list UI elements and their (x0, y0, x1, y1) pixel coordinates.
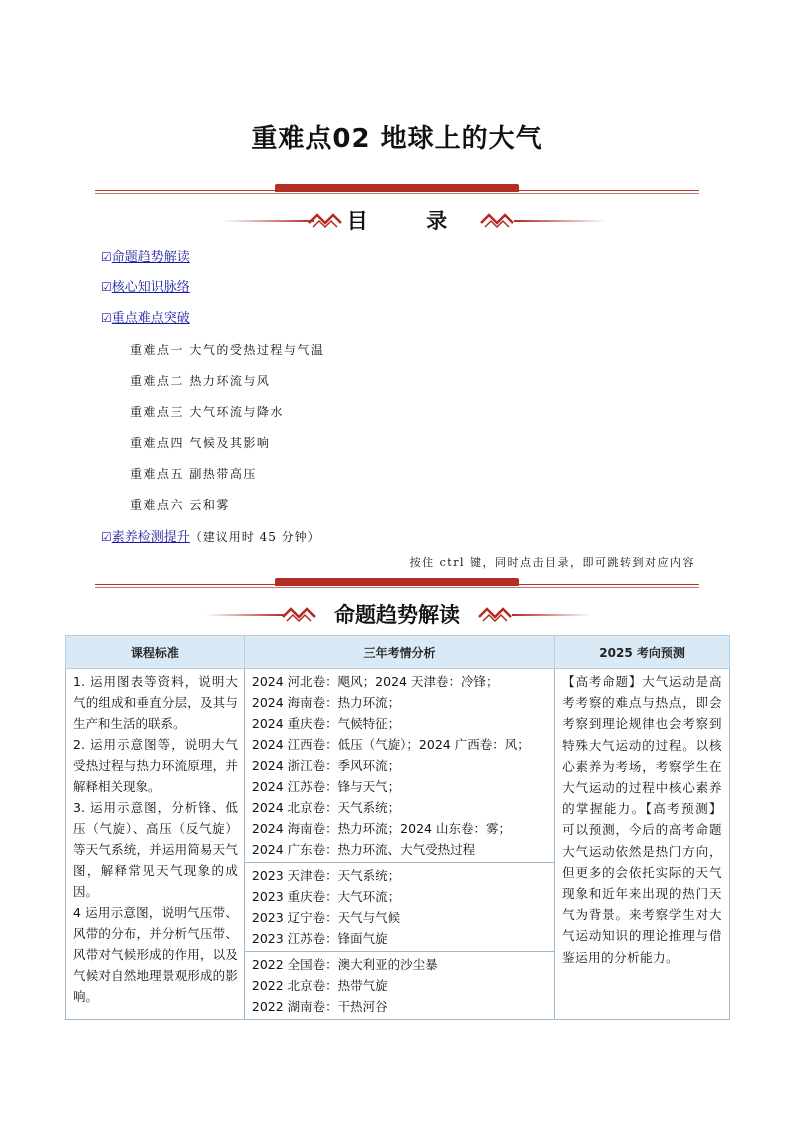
exam-entry: 2023 江苏卷：锋面气旋 (251, 931, 388, 946)
table-row (66, 669, 730, 1020)
toc-link-trend[interactable]: 命题趋势解读 (111, 250, 190, 265)
page-title: 重难点02 地球上的大气 (251, 124, 543, 154)
ornament-icon (480, 210, 514, 232)
toc-item-keypoints[interactable] (101, 308, 190, 328)
toc-subitem[interactable]: 重难点三 大气环流与降水 (130, 405, 284, 419)
analysis-cell (244, 669, 554, 1020)
toc-subitem[interactable]: 重难点六 云和雾 (130, 498, 230, 512)
toc-item-trend[interactable] (101, 247, 190, 267)
exam-year-group (245, 952, 554, 1019)
exam-entry: 2024 江苏卷：锋与天气； (251, 779, 401, 794)
exam-entry: 2023 重庆卷：大气环流； (251, 889, 401, 904)
column-header-prediction: 2025 考向预测 (555, 636, 730, 669)
exam-entry: 2023 辽宁卷：天气与气候 (251, 910, 401, 925)
toc-subitem[interactable]: 重难点四 气候及其影响 (130, 436, 271, 450)
exam-entry: 2024 江西卷：低压（气旋）；2024 广西卷：风； (251, 737, 530, 752)
toc-header (0, 206, 794, 236)
toc-subitem[interactable]: 重难点二 热力环流与风 (130, 374, 271, 388)
title-divider (95, 184, 699, 198)
exam-entry: 2022 湖南卷：干热河谷 (251, 999, 388, 1014)
checkbox-icon: ☑ (101, 280, 112, 294)
toc-subitem[interactable]: 重难点一 大气的受热过程与气温 (130, 343, 325, 357)
table-header-row (66, 636, 730, 669)
toc-heading: 目 录 (346, 209, 448, 233)
checkbox-icon: ☑ (101, 311, 112, 325)
prediction-text: 【高考命题】大气运动是高考考察的难点与热点，即会考察到理论规律也会考察到特殊大气运动的过程。以核心素养为考场，考察学生在大气运动的过程中核心素养的掌握能力。【高考预测】可以预测，今后的高考命题大气运动依然是热门方向，但更多的会依托实际的天气现象和近年来出现的热门天气为背景。来考察学生对大气运动知识的理论推理与借鉴运用的分析能力。 (562, 674, 722, 965)
standard-item: 2. 运用示意图等，说明大气受热过程与热力环流原理，并解释相关现象。 (73, 737, 238, 794)
standards-text (66, 669, 244, 1009)
column-header-standards: 课程标准 (66, 636, 245, 669)
exam-entry: 2024 北京卷：天气系统； (251, 800, 401, 815)
exam-entry: 2022 全国卷：澳大利亚的沙尘暴 (251, 957, 438, 972)
column-header-analysis: 三年考情分析 (244, 636, 554, 669)
standards-cell (66, 669, 245, 1020)
toc-link-knowledge[interactable]: 核心知识脉络 (111, 280, 190, 295)
time-note: （建议用时 45 分钟） (189, 530, 321, 544)
trend-table (65, 635, 730, 1020)
prediction-cell (555, 669, 730, 1020)
standard-item: 3. 运用示意图，分析锋、低压（气旋）、高压（反气旋）等天气系统，并运用简易天气图，解释常见天气现象的成因。 (73, 800, 238, 899)
exam-entry: 2024 河北卷：飓风；2024 天津卷：冷锋； (251, 674, 499, 689)
standard-item: 1. 运用图表等资料，说明大气的组成和垂直分层，及其与生产和生活的联系。 (73, 674, 238, 731)
exam-entry: 2024 海南卷：热力环流；2024 山东卷：雾； (251, 821, 511, 836)
toc-link-keypoints[interactable]: 重点难点突破 (111, 311, 190, 326)
toc-link-assessment[interactable]: 素养检测提升 (111, 530, 190, 545)
exam-entry: 2024 重庆卷：气候特征； (251, 716, 401, 731)
checkbox-icon: ☑ (101, 530, 112, 544)
navigation-hint: 按住 ctrl 键，同时点击目录，即可跳转到对应内容 (409, 556, 695, 569)
checkbox-icon: ☑ (101, 250, 112, 264)
exam-entry: 2024 浙江卷：季风环流； (251, 758, 401, 773)
section-heading: 命题趋势解读 (334, 603, 460, 627)
toc-subitem[interactable]: 重难点五 副热带高压 (130, 467, 257, 481)
exam-year-group (245, 669, 554, 863)
toc-item-knowledge[interactable] (101, 277, 190, 297)
section-divider (95, 578, 699, 592)
analysis-groups (245, 669, 554, 1019)
standard-item: 4 运用示意图，说明气压带、风带的分布，并分析气压带、风带对气候形成的作用，以及气候对自然地理景观形成的影响。 (73, 905, 238, 1004)
exam-entry: 2024 海南卷：热力环流； (251, 695, 401, 710)
toc-item-assessment[interactable] (101, 527, 321, 547)
section-header (0, 600, 794, 630)
exam-entry: 2024 广东卷：热力环流、大气受热过程 (251, 842, 476, 857)
exam-entry: 2023 天津卷：天气系统； (251, 868, 401, 883)
exam-entry: 2022 北京卷：热带气旋 (251, 978, 388, 993)
ornament-icon (478, 604, 512, 626)
exam-year-group (245, 863, 554, 952)
